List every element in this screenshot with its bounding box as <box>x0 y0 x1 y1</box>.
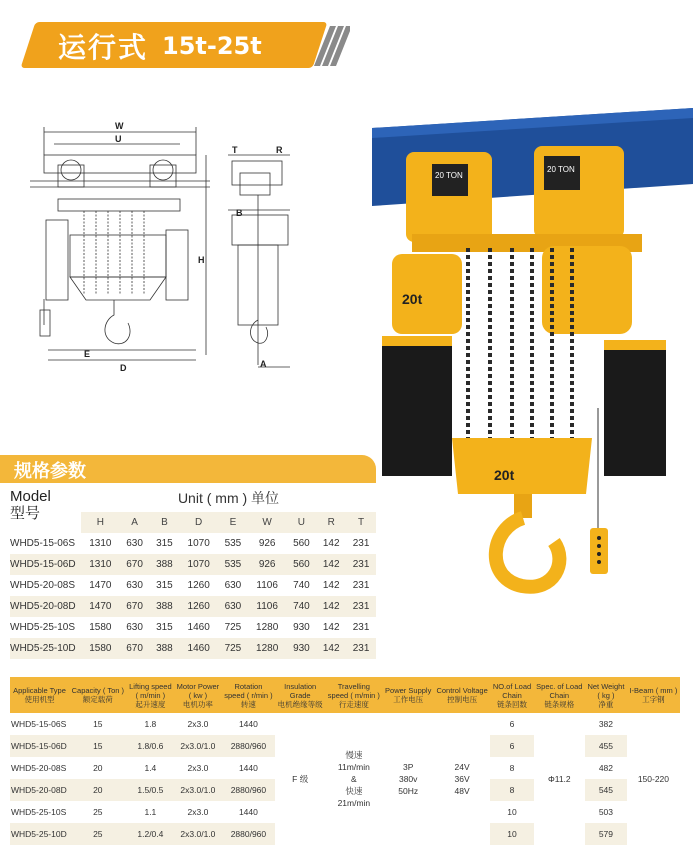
chain-count-cell: 10 <box>490 823 533 845</box>
value-cell: 1280 <box>256 622 279 633</box>
model-cell: WHD5-20-08S <box>10 580 76 591</box>
column-header <box>627 677 680 713</box>
capacity-cell: 25 <box>69 801 127 823</box>
travel-speed-cell <box>325 713 382 845</box>
travel-speed-cell-line: 21m/min <box>337 798 371 808</box>
value-cell: 670 <box>120 596 150 617</box>
type-cell: WHD5-15-06S <box>10 713 69 735</box>
spec-title: 规格参数 <box>14 461 86 482</box>
type-cell: WHD5-20-08S <box>10 757 69 779</box>
column-header <box>490 677 533 713</box>
value-cell: 740 <box>293 580 310 591</box>
value-cell: 926 <box>248 554 287 575</box>
value-cell: 725 <box>224 622 242 633</box>
column-header-line: NO.of Load <box>492 681 532 691</box>
value-cell: 740 <box>287 596 317 617</box>
column-header-line: ( kw ) <box>188 690 208 700</box>
value-cell: 1310 <box>89 538 112 549</box>
dimension-table <box>10 484 376 659</box>
column-header <box>69 677 127 713</box>
col-d: D <box>179 512 218 533</box>
value-cell: 1106 <box>248 596 287 617</box>
capacity-cell: 20 <box>69 757 127 779</box>
unit-header: Unit ( mm ) 单位 <box>177 490 280 506</box>
dim-label-a: A <box>260 359 267 369</box>
column-header <box>534 677 585 713</box>
lifting-speed-cell: 1.2/0.4 <box>127 823 175 845</box>
model-cell: WHD5-25-10D <box>10 638 81 659</box>
motor-power-cell: 2x3.0/1.0 <box>174 735 222 757</box>
net-weight-cell: 545 <box>585 779 627 801</box>
lifting-speed-cell: 1.1 <box>127 801 175 823</box>
chain-spec-cell-line: Φ11.2 <box>547 774 571 784</box>
column-header-line: Grade <box>289 690 311 700</box>
value-cell: 388 <box>150 638 180 659</box>
column-header <box>275 677 325 713</box>
rotation-cell: 2880/960 <box>222 823 275 845</box>
value-cell: 1106 <box>256 580 278 591</box>
column-header-line: speed ( r/min ) <box>224 690 273 700</box>
net-weight-cell: 503 <box>585 801 627 823</box>
value-cell: 630 <box>218 596 248 617</box>
column-header-line: Power Supply <box>385 686 432 695</box>
power-supply-cell-line: 380v <box>398 774 418 784</box>
value-cell: 535 <box>224 538 242 549</box>
model-cell: WHD5-25-10S <box>10 622 76 633</box>
column-header-line: Chain <box>502 690 522 700</box>
column-header <box>174 677 222 713</box>
insulation-cell-line: F 级 <box>292 774 309 784</box>
dim-label-r: R <box>276 145 283 155</box>
dim-label-w: W <box>115 121 124 131</box>
motor-power-cell: 2x3.0 <box>174 713 222 735</box>
motor-power-cell: 2x3.0 <box>174 757 222 779</box>
value-cell: 1580 <box>89 622 112 633</box>
chain-spec-cell <box>534 713 585 845</box>
power-supply-cell-line: 3P <box>402 762 414 772</box>
value-cell: 231 <box>346 638 376 659</box>
value-cell: 670 <box>120 638 150 659</box>
capacity-cell: 15 <box>69 735 127 757</box>
column-header-line: Lifting speed <box>129 681 172 691</box>
value-cell: 1310 <box>81 554 120 575</box>
value-cell: 315 <box>156 538 173 549</box>
value-cell: 1460 <box>187 622 210 633</box>
hoist-capacity-label: 20t <box>402 291 423 307</box>
table-row <box>10 596 376 617</box>
column-header-line: Insulation <box>284 681 317 691</box>
dimension-table-header <box>10 484 376 512</box>
capacity-cell: 20 <box>69 779 127 801</box>
value-cell: 630 <box>126 622 143 633</box>
motor-power-cell: 2x3.0 <box>174 801 222 823</box>
chain-count-cell: 8 <box>490 757 533 779</box>
rotation-cell: 1440 <box>222 757 275 779</box>
value-cell: 315 <box>156 622 173 633</box>
power-supply-cell <box>383 713 434 845</box>
rotation-cell: 1440 <box>222 713 275 735</box>
column-header-line: 转速 <box>240 699 256 709</box>
column-header-line: Applicable Type <box>13 686 66 695</box>
chain-count-cell: 6 <box>490 713 533 735</box>
dim-label-u: U <box>115 134 122 144</box>
value-cell: 930 <box>287 638 317 659</box>
net-weight-cell: 482 <box>585 757 627 779</box>
column-header-line: 额定载荷 <box>82 695 113 704</box>
value-cell: 670 <box>120 554 150 575</box>
column-header-line: 电机绝缘等级 <box>277 699 323 709</box>
table-row <box>10 617 376 638</box>
value-cell: 388 <box>150 554 180 575</box>
value-cell: 231 <box>352 538 370 549</box>
value-cell: 1070 <box>179 554 218 575</box>
chain-count-cell: 10 <box>490 801 533 823</box>
col-a: A <box>120 512 150 533</box>
type-cell: WHD5-25-10D <box>10 823 69 845</box>
motor-power-cell: 2x3.0/1.0 <box>174 823 222 845</box>
capacity-cell: 15 <box>69 713 127 735</box>
col-t: T <box>346 512 376 533</box>
column-header <box>325 677 382 713</box>
model-header-cn: 型号 <box>10 505 41 522</box>
value-cell: 1580 <box>81 638 120 659</box>
table-row <box>10 713 680 735</box>
type-cell: WHD5-25-10S <box>10 801 69 823</box>
performance-table-header <box>10 677 680 713</box>
table-row <box>10 638 376 659</box>
column-header-line: 使用机型 <box>24 695 55 704</box>
model-cell: WHD5-15-06S <box>10 538 76 549</box>
col-b: B <box>150 512 180 533</box>
column-header-line: Rotation <box>234 681 263 691</box>
dim-label-t: T <box>232 145 238 155</box>
value-cell: 560 <box>287 554 317 575</box>
value-cell: 1460 <box>179 638 218 659</box>
value-cell: 1260 <box>179 596 218 617</box>
model-cell: WHD5-15-06D <box>10 554 81 575</box>
value-cell: 142 <box>316 638 346 659</box>
column-header-line: 链条规格 <box>544 699 575 709</box>
rotation-cell: 1440 <box>222 801 275 823</box>
column-header <box>10 677 69 713</box>
dim-label-b: B <box>236 208 243 218</box>
decor-stripes <box>300 24 350 68</box>
title-cn: 运行式 <box>58 31 149 64</box>
column-header-line: 工字钢 <box>642 695 665 704</box>
col-w: W <box>248 512 287 533</box>
column-header-line: ( kg ) <box>597 690 615 700</box>
column-header-line: 链条回数 <box>496 699 527 709</box>
travel-speed-cell-line: 快速 <box>345 786 363 796</box>
dim-label-h: H <box>198 255 205 265</box>
column-header <box>383 677 434 713</box>
model-cell: WHD5-20-08D <box>10 596 81 617</box>
value-cell: 142 <box>322 622 340 633</box>
column-header-line: Travelling <box>337 681 370 691</box>
column-header-line: Spec. of Load <box>536 681 583 691</box>
value-cell: 231 <box>352 580 370 591</box>
model-header-en: Model <box>10 488 51 505</box>
control-voltage-cell <box>434 713 490 845</box>
column-header-line: 行走速度 <box>338 699 369 709</box>
value-cell: 231 <box>346 596 376 617</box>
value-cell: 142 <box>322 580 340 591</box>
trolley-display-left: 20 TON <box>435 171 463 180</box>
model-header <box>10 484 81 533</box>
travel-speed-cell-line: 慢速 <box>345 750 363 760</box>
column-header-line: Motor Power <box>176 681 220 691</box>
column-header-line: ( m/min ) <box>135 690 166 700</box>
value-cell: 142 <box>322 538 340 549</box>
ibeam-cell-line: 150-220 <box>637 774 670 784</box>
column-header-line: 控制电压 <box>447 695 478 704</box>
rotation-cell: 2880/960 <box>222 735 275 757</box>
value-cell: 315 <box>156 580 173 591</box>
column-header-line: 电机功率 <box>182 699 213 709</box>
motor-power-cell: 2x3.0/1.0 <box>174 779 222 801</box>
control-voltage-cell-line: 24V <box>454 762 470 772</box>
dim-label-d: D <box>120 363 127 373</box>
ibeam-cell <box>627 713 680 845</box>
value-cell: 231 <box>346 554 376 575</box>
value-cell: 388 <box>150 596 180 617</box>
control-voltage-cell-line: 36V <box>454 774 470 784</box>
value-cell: 930 <box>293 622 310 633</box>
product-photo <box>372 108 693 600</box>
column-header-line: 净重 <box>598 699 614 709</box>
lifting-speed-cell: 1.4 <box>127 757 175 779</box>
insulation-cell <box>275 713 325 845</box>
value-cell: 1260 <box>187 580 210 591</box>
col-u: U <box>287 512 317 533</box>
table-row <box>10 533 376 554</box>
technical-drawing <box>0 115 300 375</box>
value-cell: 1470 <box>81 596 120 617</box>
table-row <box>10 575 376 596</box>
net-weight-cell: 382 <box>585 713 627 735</box>
value-cell: 231 <box>352 622 370 633</box>
chain-count-cell: 8 <box>490 779 533 801</box>
travel-speed-cell-line: 11m/min <box>337 762 370 772</box>
column-header <box>434 677 490 713</box>
dim-label-e: E <box>84 349 91 359</box>
column-header-line: 工作电压 <box>393 695 424 704</box>
trolley-display-right: 20 TON <box>547 165 575 174</box>
column-header <box>127 677 175 713</box>
value-cell: 630 <box>224 580 242 591</box>
lifting-speed-cell: 1.8/0.6 <box>127 735 175 757</box>
value-cell: 535 <box>218 554 248 575</box>
column-header-line: speed ( m/min ) <box>327 690 380 700</box>
column-header-line: Net Weight <box>587 681 625 691</box>
power-supply-cell-line: 50Hz <box>398 786 419 796</box>
value-cell: 926 <box>258 538 276 549</box>
value-cell: 560 <box>293 538 310 549</box>
column-header-line: I-Beam ( mm ) <box>629 686 678 695</box>
value-cell: 1280 <box>248 638 287 659</box>
capacity-cell: 25 <box>69 823 127 845</box>
control-voltage-cell-line: 48V <box>454 786 470 796</box>
column-header-line: Capacity ( Ton ) <box>71 686 124 695</box>
type-cell: WHD5-15-06D <box>10 735 69 757</box>
col-h: H <box>81 512 120 533</box>
travel-speed-cell-line: & <box>351 774 357 784</box>
performance-table <box>10 677 680 845</box>
title-range: 15t-25t <box>162 32 262 60</box>
chain-count-cell: 6 <box>490 735 533 757</box>
column-header <box>585 677 627 713</box>
type-cell: WHD5-20-08D <box>10 779 69 801</box>
rotation-cell: 2880/960 <box>222 779 275 801</box>
value-cell: 142 <box>316 596 346 617</box>
table-row <box>10 554 376 575</box>
value-cell: 142 <box>316 554 346 575</box>
column-header-line: Control Voltage <box>436 686 488 695</box>
col-r: R <box>316 512 346 533</box>
value-cell: 630 <box>126 538 143 549</box>
column-header-line: 起升速度 <box>135 699 166 709</box>
value-cell: 1470 <box>89 580 112 591</box>
lifting-speed-cell: 1.8 <box>127 713 175 735</box>
col-e: E <box>218 512 248 533</box>
value-cell: 630 <box>126 580 143 591</box>
lifting-speed-cell: 1.5/0.5 <box>127 779 175 801</box>
value-cell: 1070 <box>187 538 210 549</box>
hook-capacity-label: 20t <box>494 467 515 483</box>
net-weight-cell: 579 <box>585 823 627 845</box>
title-banner-text <box>58 26 262 66</box>
column-header-line: Chain <box>549 690 570 700</box>
value-cell: 725 <box>218 638 248 659</box>
column-header <box>222 677 275 713</box>
net-weight-cell: 455 <box>585 735 627 757</box>
